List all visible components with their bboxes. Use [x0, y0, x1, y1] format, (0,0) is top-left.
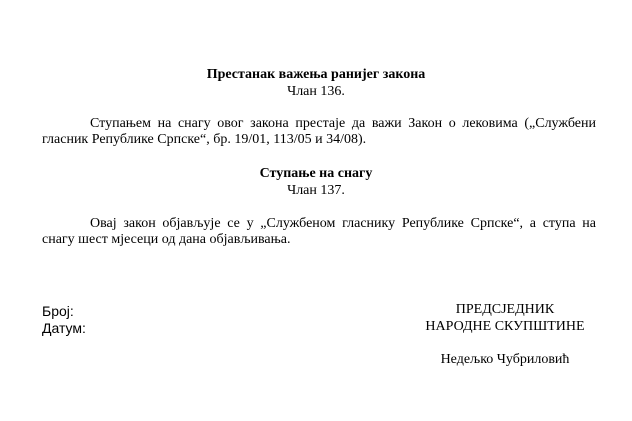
section-heading-repeal: Престанак важења ранијег закона: [206, 67, 426, 82]
paragraph-repeal: Ступањем на снагу овог закона престаје да важи Закон о лековима („Службени гласник Републике Српске“, бр. 19/01, 113/05 и 34/08).: [42, 116, 596, 147]
number-label: Број:: [42, 303, 74, 319]
date-label: Датум:: [42, 320, 86, 336]
signatory-name: Недељко Чубриловић: [440, 352, 570, 367]
article-number-137: Члан 137.: [287, 183, 345, 198]
signatory-title-line2: НАРОДНЕ СКУПШТИНЕ: [425, 319, 585, 334]
paragraph-entry-into-force: Овај закон објављује се у „Службеном гласнику Републике Српске“, а ступа на снагу шест мјесеци од дана објављивања.: [42, 216, 596, 247]
section-heading-entry-into-force: Ступање на снагу: [259, 166, 373, 181]
article-number-136: Члан 136.: [287, 84, 345, 99]
signatory-title-line1: ПРЕДСЈЕДНИК: [455, 302, 555, 317]
